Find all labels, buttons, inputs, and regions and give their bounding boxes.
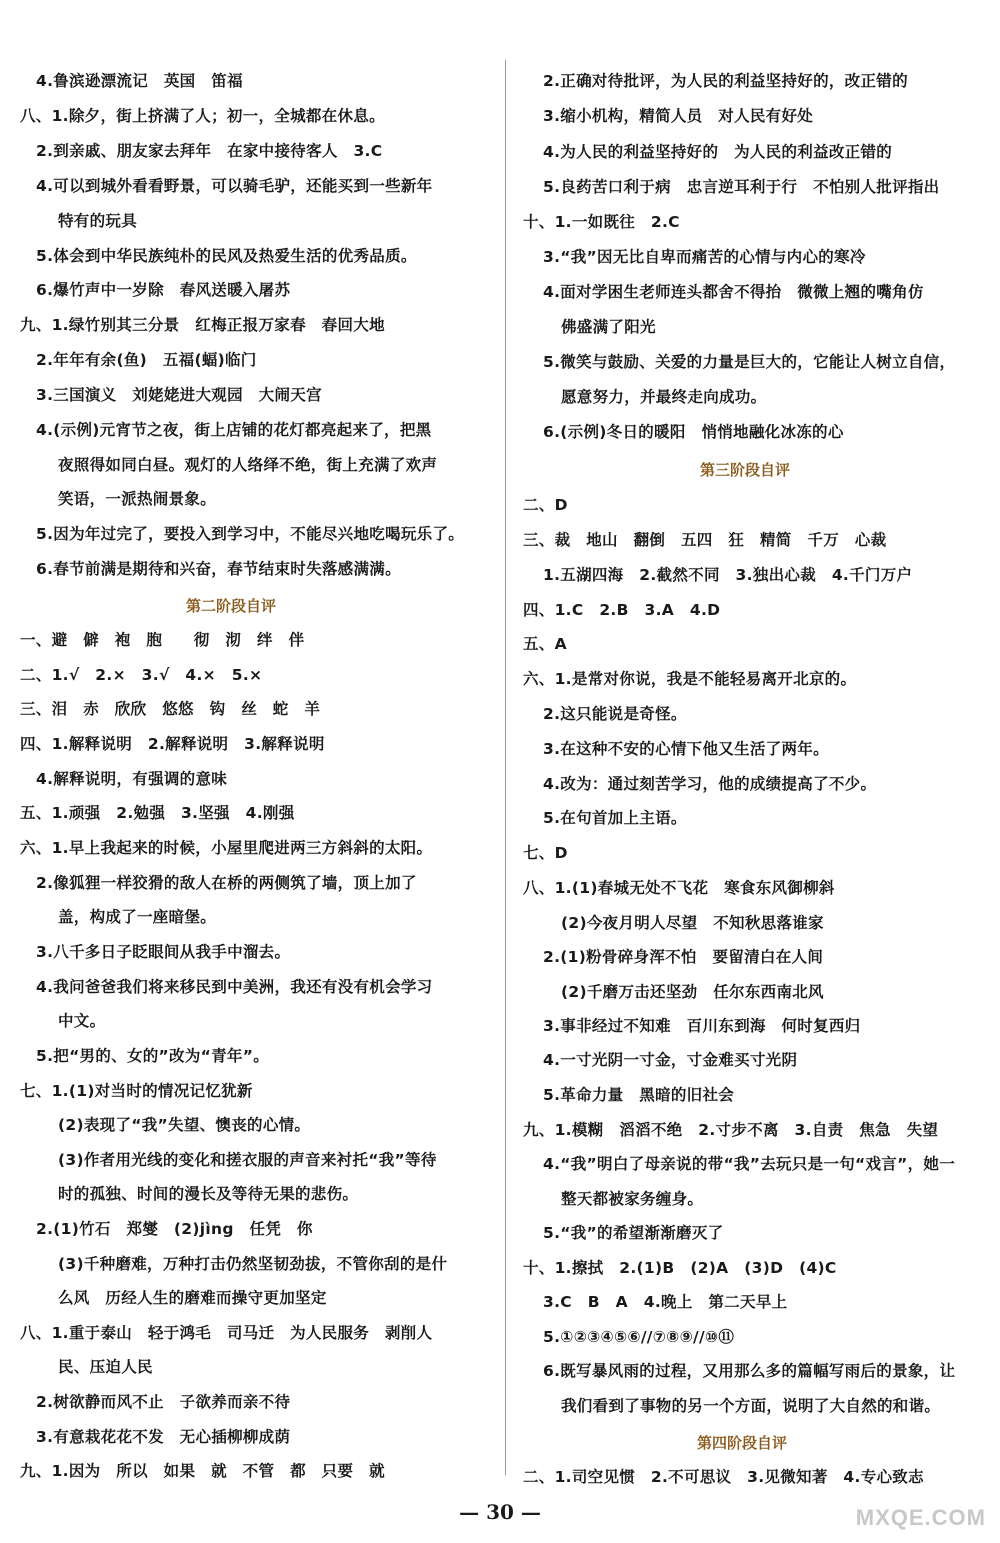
answer-line: 六、1.早上我起来的时候，小屋里爬进两三方斜斜的太阳。 [20,839,433,857]
answer-line: 3.有意栽花花不发 无心插柳柳成荫 [36,1428,291,1446]
answer-line: 2.像狐狸一样狡猾的敌人在桥的两侧筑了墙，顶上加了 [36,874,417,892]
answer-line: 么风 历经人生的磨难而操守更加坚定 [58,1289,327,1307]
answer-line: 十、1.擦拭 2.(1)B (2)A (3)D (4)C [523,1259,837,1277]
answer-line: 3.事非经过不知难 百川东到海 何时复西归 [543,1017,861,1035]
answer-line: 九、1.绿竹别其三分景 红梅正报万家春 春回大地 [20,316,385,334]
answer-line: 三、裁 地山 翻倒 五四 狂 精简 千万 心裁 [523,531,887,549]
answer-line: 盖，构成了一座暗堡。 [58,908,217,926]
answer-line: 佛盛满了阳光 [561,318,656,336]
answer-line: 八、1.除夕，街上挤满了人；初一，全城都在休息。 [20,107,385,125]
answer-line: 四、1.解释说明 2.解释说明 3.解释说明 [20,735,325,753]
answer-line: 笑语，一派热闹景象。 [58,490,217,508]
answer-line: 七、D [523,844,568,862]
answer-line: 3.“我”因无比自卑而痛苦的心情与内心的寒冷 [543,248,866,266]
answer-line: 二、1.司空见惯 2.不可思议 3.见微知著 4.专心致志 [523,1468,924,1486]
answer-line: 2.到亲戚、朋友家去拜年 在家中接待客人 3.C [36,142,383,160]
section-title: 第二阶段自评 [186,597,277,615]
answer-line: 5.在句首加上主语。 [543,809,687,827]
answer-line: 整天都被家务缠身。 [561,1190,704,1208]
answer-line: 一、避 僻 袍 胞 彻 沏 绊 伴 [20,631,305,649]
answer-line: 夜照得如同白昼。观灯的人络绎不绝，街上充满了欢声 [58,456,438,474]
answer-line: 民、压迫人民 [58,1358,153,1376]
answer-line: 中文。 [58,1012,106,1030]
answer-line: 4.我问爸爸我们将来移民到中美洲，我还有没有机会学习 [36,978,433,996]
answer-line: (2)表现了“我”失望、懊丧的心情。 [58,1116,311,1134]
answer-line: 4.改为：通过刻苦学习，他的成绩提高了不少。 [543,775,877,793]
answer-line: 时的孤独、时间的漫长及等待无果的悲伤。 [58,1185,359,1203]
answer-line: 4.可以到城外看看野景，可以骑毛驴，还能买到一些新年 [36,177,433,195]
answer-line: 3.C B A 4.晚上 第二天早上 [543,1293,788,1311]
answer-line: (3)千种磨难，万种打击仍然坚韧劲拔，不管你刮的是什 [58,1255,448,1273]
answer-line: 5.良药苦口利于病 忠言逆耳利于行 不怕别人批评指出 [543,178,940,196]
answer-line: 4.面对学困生老师连头都舍不得抬 微微上翘的嘴角仿 [543,283,924,301]
answer-line: 特有的玩具 [58,212,138,230]
answer-line: 七、1.(1)对当时的情况记忆犹新 [20,1082,253,1100]
answer-line: 三、泪 赤 欣欣 悠悠 钩 丝 蛇 羊 [20,700,321,718]
answer-line: 九、1.因为 所以 如果 就 不管 都 只要 就 [20,1462,385,1480]
answer-line: 4.“我”明白了母亲说的带“我”去玩只是一句“戏言”，她一 [543,1155,955,1173]
answer-line: (3)作者用光线的变化和搓衣服的声音来衬托“我”等待 [58,1151,437,1169]
answer-line: 2.(1)粉骨碎身浑不怕 要留清白在人间 [543,948,824,966]
answer-line: 4.(示例)元宵节之夜，街上店铺的花灯都亮起来了，把黑 [36,421,432,439]
answer-line: 四、1.C 2.B 3.A 4.D [523,601,721,619]
answer-line: 5.革命力量 黑暗的旧社会 [543,1086,735,1104]
answer-line: (2)千磨万击还坚劲 任尔东西南北风 [561,983,824,1001]
answer-line: 6.爆竹声中一岁除 春风送暖入屠苏 [36,281,291,299]
answer-line: 5.①②③④⑤⑥//⑦⑧⑨//⑩⑪ [543,1328,735,1346]
answer-line: 五、A [523,635,567,653]
section-title: 第四阶段自评 [697,1434,788,1452]
answer-line: 6.既写暴风雨的过程，又用那么多的篇幅写雨后的景象，让 [543,1362,956,1380]
answer-line: 愿意努力，并最终走向成功。 [561,388,767,406]
answer-line: 八、1.(1)春城无处不飞花 寒食东风御柳斜 [523,879,835,897]
answer-line: 2.树欲静而风不止 子欲养而亲不待 [36,1393,291,1411]
answer-line: 5.微笑与鼓励、关爱的力量是巨大的，它能让人树立自信， [543,353,956,371]
answer-line: 十、1.一如既往 2.C [523,213,680,231]
answer-line: 6.(示例)冬日的暖阳 悄悄地融化冰冻的心 [543,423,844,441]
answer-line: 二、D [523,496,568,514]
answer-line: 二、1.√ 2.× 3.√ 4.× 5.× [20,666,263,684]
answer-line: (2)今夜月明人尽望 不知秋思落谁家 [561,914,824,932]
answer-line: 3.八千多日子眨眼间从我手中溜去。 [36,943,291,961]
answer-line: 3.缩小机构，精简人员 对人民有好处 [543,107,814,125]
watermark: MXQE.COM [855,1505,986,1530]
answer-line: 2.年年有余(鱼) 五福(蝠)临门 [36,351,257,369]
answer-line: 2.这只能说是奇怪。 [543,705,687,723]
answer-line: 2.(1)竹石 郑燮 (2)jìng 任凭 你 [36,1220,313,1238]
answer-line: 3.三国演义 刘姥姥进大观园 大闹天宫 [36,386,322,404]
answer-line: 4.一寸光阴一寸金，寸金难买寸光阴 [543,1051,798,1069]
answer-line: 1.五湖四海 2.截然不同 3.独出心裁 4.千门万户 [543,566,913,584]
answer-line: 六、1.是常对你说，我是不能轻易离开北京的。 [523,670,857,688]
answer-line: 4.鲁滨逊漂流记 英国 笛福 [36,72,243,90]
answer-line: 5.把“男的、女的”改为“青年”。 [36,1047,270,1065]
section-title: 第三阶段自评 [700,461,791,479]
answer-line: 5.因为年过完了，要投入到学习中，不能尽兴地吃喝玩乐了。 [36,525,465,543]
answer-line: 五、1.顽强 2.勉强 3.坚强 4.刚强 [20,804,295,822]
column-divider [505,60,506,1475]
answer-line: 2.正确对待批评，为人民的利益坚持好的，改正错的 [543,72,908,90]
answer-line: 5.“我”的希望渐渐磨灭了 [543,1224,724,1242]
answer-line: 九、1.模糊 滔滔不绝 2.寸步不离 3.自责 焦急 失望 [523,1121,939,1139]
page-number: — 30 — [459,1500,541,1524]
answer-line: 5.体会到中华民族纯朴的民风及热爱生活的优秀品质。 [36,247,417,265]
answer-line: 6.春节前满是期待和兴奋，春节结束时失落感满满。 [36,560,401,578]
answer-line: 3.在这种不安的心情下他又生活了两年。 [543,740,829,758]
answer-line: 我们看到了事物的另一个方面，说明了大自然的和谐。 [561,1397,941,1415]
answer-line: 4.为人民的利益坚持好的 为人民的利益改正错的 [543,143,893,161]
answer-line: 八、1.重于泰山 轻于鸿毛 司马迁 为人民服务 剥削人 [20,1324,433,1342]
answer-line: 4.解释说明，有强调的意味 [36,770,228,788]
